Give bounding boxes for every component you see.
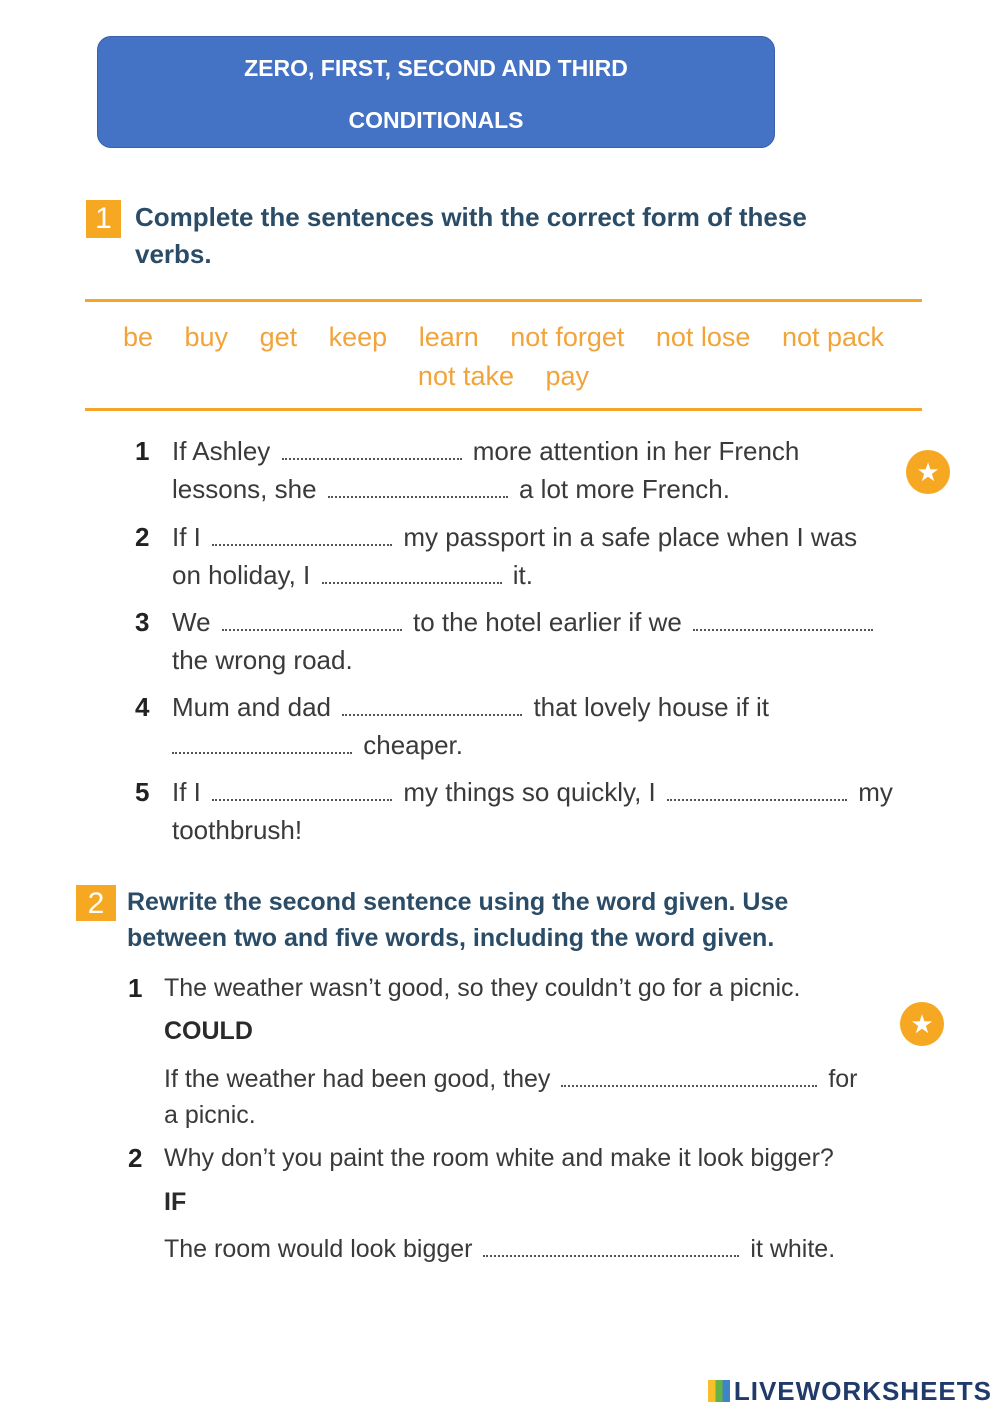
exercise-2-item-1-answer	[164, 1059, 924, 1139]
item-text: it.	[512, 560, 533, 590]
item-number: 4	[135, 692, 150, 722]
verb: not forget	[510, 322, 625, 352]
answer-gap-1a[interactable]	[282, 432, 462, 460]
verb: not lose	[655, 322, 751, 352]
item-sentence: The weather wasn’t good, so they couldn’t go for a picnic.	[164, 974, 801, 1002]
exercise-2-instruction-line-1: Rewrite the second sentence using the word given. Use	[127, 888, 789, 916]
title-banner	[97, 36, 775, 148]
brand-name: LIVEWORKSHEETS	[733, 1376, 992, 1406]
key-word: IF	[164, 1188, 187, 1216]
verb-box	[85, 318, 922, 396]
liveworksheets-logo[interactable]	[708, 1376, 992, 1407]
answer-gap-3a[interactable]	[222, 603, 402, 631]
exercise-2-item-1	[128, 969, 918, 1009]
item-text: If I	[172, 777, 201, 807]
item-text: a picnic.	[164, 1101, 256, 1129]
item-text: on holiday, I	[172, 560, 311, 590]
item-text: the wrong road.	[172, 645, 353, 675]
exercise-1-instruction-line-2: verbs.	[135, 239, 212, 269]
verb: be	[122, 322, 153, 352]
exercise-2-instruction-line-2: between two and five words, including the word given.	[127, 924, 775, 952]
verb: pay	[545, 361, 590, 391]
answer-gap-2b[interactable]	[322, 556, 502, 584]
verb: not take	[417, 361, 514, 391]
verb-box-bottom-rule	[85, 408, 922, 411]
exercise-1-number: 1	[86, 200, 121, 238]
verb: not pack	[781, 322, 885, 352]
item-text: cheaper.	[363, 730, 463, 760]
item-text: my things so quickly, I	[403, 777, 656, 807]
item-number: 2	[135, 522, 150, 552]
verb: learn	[418, 322, 479, 352]
answer-gap-5b[interactable]	[667, 773, 847, 801]
title-line-1: ZERO, FIRST, SECOND AND THIRD	[244, 55, 628, 81]
exercise-1-item-3	[135, 603, 915, 683]
item-number: 5	[135, 777, 150, 807]
answer-gap-3b[interactable]	[693, 603, 873, 631]
item-number: 3	[135, 607, 150, 637]
logo-icon	[708, 1380, 730, 1402]
key-word: COULD	[164, 1017, 253, 1045]
item-text: If Ashley	[172, 436, 271, 466]
answer-gap-5a[interactable]	[212, 773, 392, 801]
item-number: 1	[128, 973, 143, 1003]
answer-gap-4b[interactable]	[172, 726, 352, 754]
answer-gap-ex2-2[interactable]	[483, 1229, 739, 1257]
star-icon: ★	[906, 450, 950, 494]
item-sentence: Why don’t you paint the room white and make it look bigger?	[164, 1144, 834, 1172]
verb-box-top-rule	[85, 299, 922, 302]
item-text: We	[172, 607, 211, 637]
item-text: for	[828, 1065, 858, 1093]
exercise-1-item-5	[135, 773, 915, 853]
exercise-2-number: 2	[76, 885, 116, 921]
exercise-2-item-2-answer	[164, 1229, 924, 1269]
exercise-1-item-1	[135, 432, 915, 512]
item-text: more attention in her French	[472, 436, 800, 466]
verb-row-2	[85, 357, 922, 396]
exercise-2-item-2	[128, 1139, 928, 1179]
item-text: my	[858, 777, 893, 807]
verb: buy	[184, 322, 229, 352]
star-icon: ★	[900, 1002, 944, 1046]
verb-row-1	[85, 318, 922, 357]
exercise-1-item-2	[135, 518, 915, 598]
item-text: lessons, she	[172, 474, 317, 504]
exercise-1-instruction-line-1: Complete the sentences with the correct form of these	[135, 202, 807, 232]
item-text: If I	[172, 522, 201, 552]
title-line-2: CONDITIONALS	[348, 107, 524, 133]
answer-gap-2a[interactable]	[212, 518, 392, 546]
item-text: Mum and dad	[172, 692, 331, 722]
verb: keep	[328, 322, 388, 352]
answer-gap-1b[interactable]	[328, 470, 508, 498]
item-text: toothbrush!	[172, 815, 303, 845]
item-text: to the hotel earlier if we	[413, 607, 682, 637]
item-text: The room would look bigger	[164, 1235, 473, 1263]
item-text: a lot more French.	[519, 474, 730, 504]
exercise-1-item-4	[135, 688, 915, 768]
answer-gap-ex2-1[interactable]	[561, 1059, 817, 1087]
item-number: 1	[135, 436, 150, 466]
answer-gap-4a[interactable]	[342, 688, 522, 716]
item-text: my passport in a safe place when I was	[403, 522, 858, 552]
item-text: that lovely house if it	[533, 692, 770, 722]
item-number: 2	[128, 1143, 143, 1173]
verb: get	[259, 322, 298, 352]
item-text: If the weather had been good, they	[164, 1065, 551, 1093]
item-text: it white.	[750, 1235, 836, 1263]
